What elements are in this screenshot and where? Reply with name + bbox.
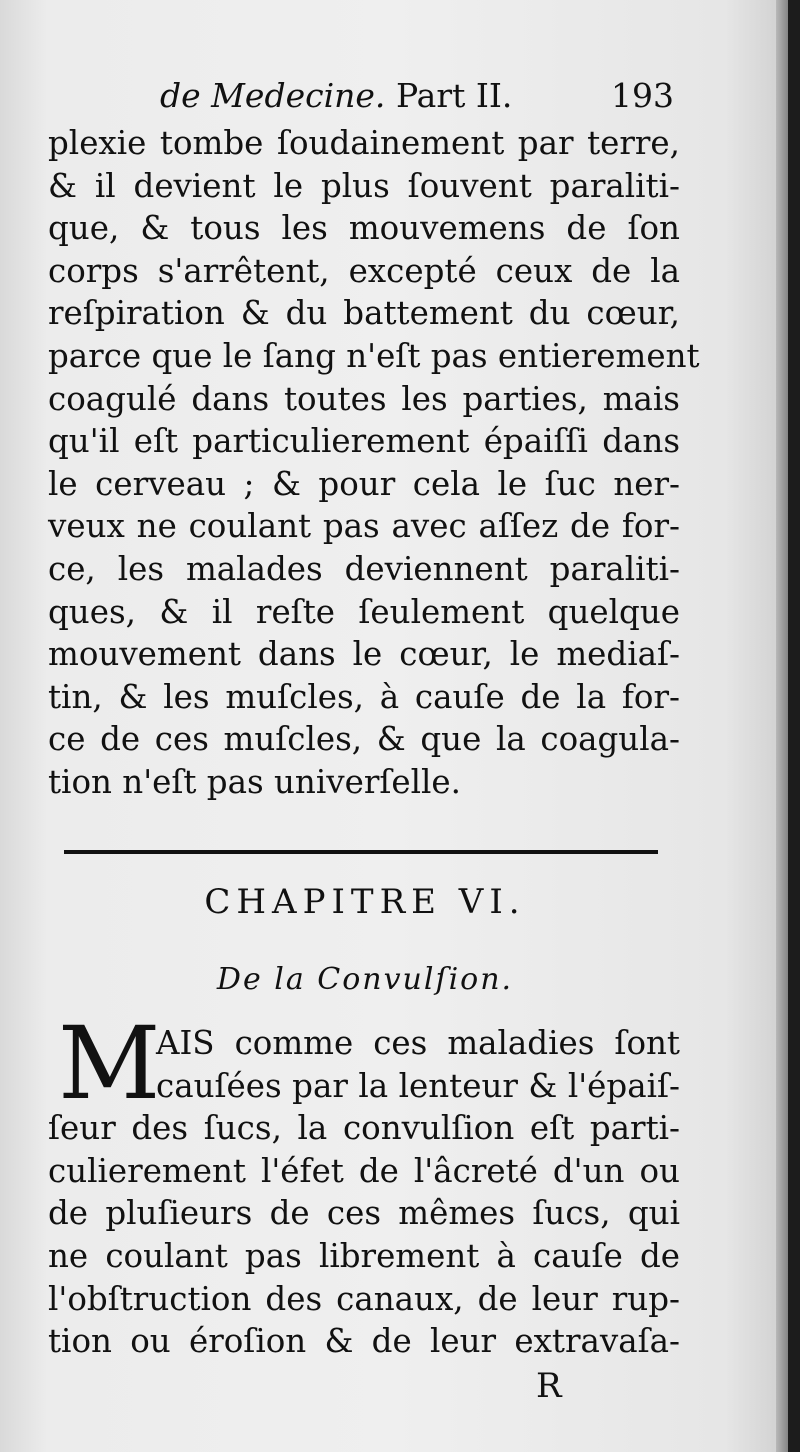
signature-mark: R (536, 1366, 562, 1406)
text-line: mouvement dans le cœur, le mediaſ- (48, 635, 680, 674)
text-line: tin, & les muſcles, à cauſe de la for- (48, 677, 680, 716)
text-line: parce que le ſang n'eſt pas entierement (48, 336, 700, 375)
text-line: AIS comme ces maladies ſont (156, 1024, 680, 1062)
text-line: corps s'arrêtent, excepté ceux de la (48, 251, 680, 290)
text-line: que, & tous les mouvemens de ſon (48, 209, 680, 248)
page-number: 193 (611, 76, 674, 115)
chapter-title: CHAPITRE VI. (204, 882, 526, 922)
text-line: de pluſieurs de ces mêmes ſucs, qui (48, 1194, 680, 1233)
running-title: de Medecine. (160, 76, 386, 115)
text-line: veux ne coulant pas avec aſſez de for- (48, 507, 680, 546)
text-line: & il devient le plus ſouvent paraliti- (48, 166, 680, 205)
text-line: plexie tombe ſoudainement par terre, (48, 124, 680, 162)
text-line: reſpiration & du battement du cœur, (48, 294, 680, 333)
text-line: ques, & il reſte ſeulement quelque (48, 592, 680, 631)
running-header (160, 72, 674, 120)
text-line: cauſées par la lenteur & l'épaiſ- (156, 1066, 680, 1105)
paragraph-1 (48, 122, 700, 804)
page-edge-shadow (776, 0, 788, 1452)
drop-cap: M (58, 1005, 161, 1122)
section-divider-rule (64, 850, 658, 854)
text-line: tion ou éroſion & de leur extravaſa- (48, 1322, 680, 1361)
part-label: Part II. (395, 76, 513, 115)
text-line: ce de ces muſcles, & que la coagula- (48, 720, 680, 759)
text-line: qu'il eſt particulierement épaiſſi dans (48, 422, 680, 461)
paragraph-2 (48, 1022, 680, 1363)
text-line: culierement l'éfet de l'âcreté d'un ou (48, 1151, 680, 1190)
text-line: l'obſtruction des canaux, de leur rup- (48, 1279, 680, 1318)
text-line: ce, les malades deviennent paraliti- (48, 549, 680, 588)
text-line: ſeur des ſucs, la convulſion eſt parti- (48, 1109, 680, 1148)
text-line: le cerveau ; & pour cela le ſuc ner- (48, 464, 680, 503)
text-line: ne coulant pas librement à cauſe de (48, 1236, 680, 1275)
text-line: tion n'eſt pas univerſelle. (48, 762, 461, 801)
text-line: coagulé dans toutes les parties, mais (48, 379, 680, 418)
chapter-subtitle: De la Convulſion. (216, 962, 514, 997)
